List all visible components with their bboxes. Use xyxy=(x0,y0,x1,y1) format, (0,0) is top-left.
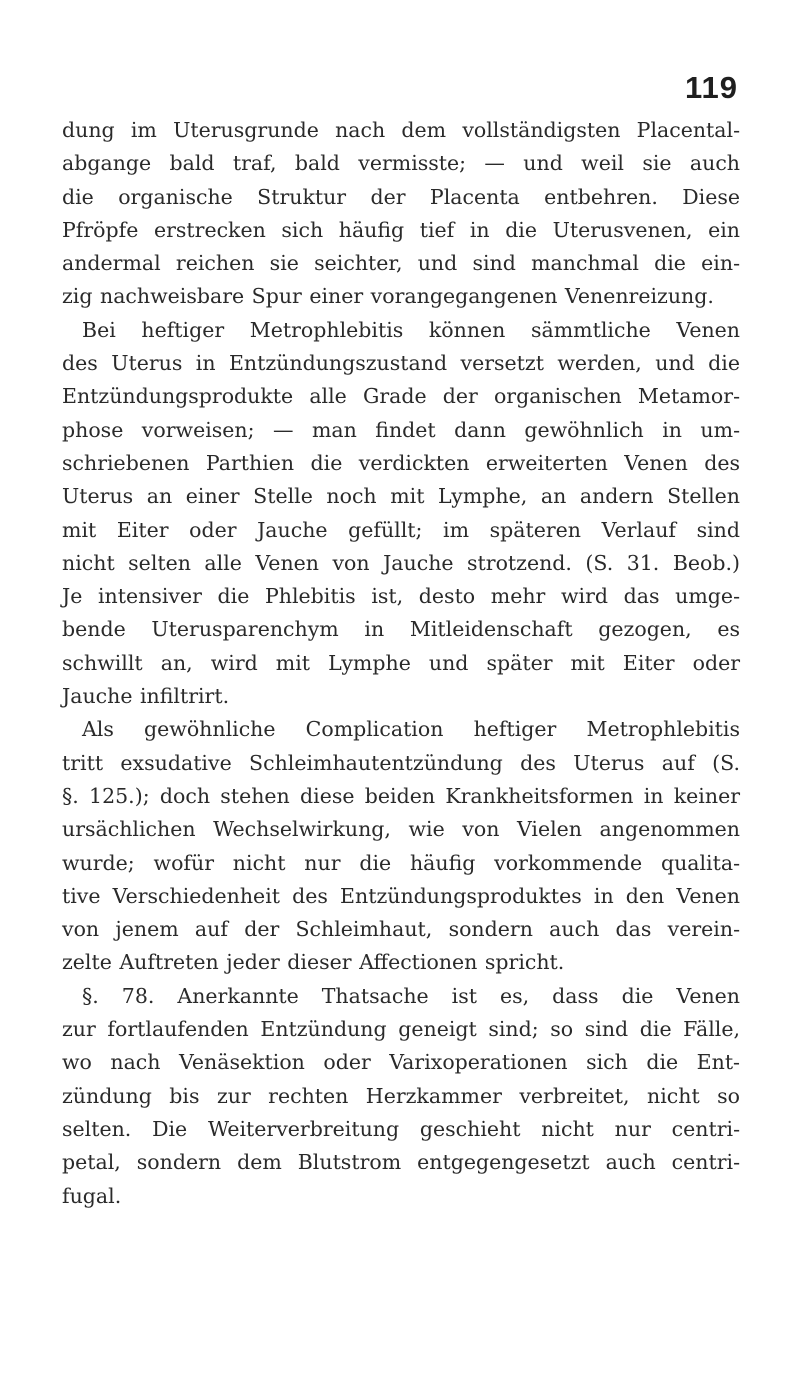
text-line: zündung bis zur rechten Herzkammer verbreitet, nicht so xyxy=(62,1083,740,1108)
paragraph-1 xyxy=(62,114,740,314)
text-line: petal, sondern dem Blutstrom entgegengesetzt auch centri- xyxy=(62,1150,740,1175)
text-line: Uterus an einer Stelle noch mit Lymphe, an andern Stellen xyxy=(62,484,740,509)
page-number: 119 xyxy=(684,70,738,105)
text-line: Pfröpfe erstrecken sich häufig tief in die Uterusvenen, ein xyxy=(62,217,740,242)
text-line: wurde; wofür nicht nur die häufig vorkommende qualita- xyxy=(62,850,740,875)
body-text xyxy=(62,114,740,1213)
paragraph-3 xyxy=(62,713,740,979)
text-line: wo nach Venäsektion oder Varixoperationen sich die Ent- xyxy=(62,1050,740,1075)
text-line: Jauche infiltrirt. xyxy=(62,684,230,709)
text-line: zelte Auftreten jeder dieser Affectionen spricht. xyxy=(62,950,565,975)
text-line: schriebenen Parthien die verdickten erweiterten Venen des xyxy=(62,450,740,475)
text-line: tive Verschiedenheit des Entzündungsproduktes in den Venen xyxy=(62,883,740,908)
text-line: nicht selten alle Venen von Jauche strotzend. (S. 31. Beob.) xyxy=(62,550,740,575)
paragraph-2 xyxy=(62,314,740,714)
text-line: die organische Struktur der Placenta entbehren. Diese xyxy=(62,184,740,209)
text-line: Als gewöhnliche Complication heftiger Metrophlebitis xyxy=(82,717,740,742)
text-line: fugal. xyxy=(62,1183,122,1208)
text-line: §. 78. Anerkannte Thatsache ist es, dass die Venen xyxy=(82,983,740,1008)
text-line: ursächlichen Wechselwirkung, wie von Vielen angenommen xyxy=(62,817,740,842)
text-line: schwillt an, wird mit Lymphe und später mit Eiter oder xyxy=(62,650,740,675)
text-line: §. 125.); doch stehen diese beiden Krankheitsformen in keiner xyxy=(62,783,740,808)
text-line: selten. Die Weiterverbreitung geschieht nicht nur centri- xyxy=(62,1116,740,1141)
text-line: Bei heftiger Metrophlebitis können sämmtliche Venen xyxy=(82,317,740,342)
text-line: des Uterus in Entzündungszustand versetzt werden, und die xyxy=(62,351,740,376)
text-line: andermal reichen sie seichter, und sind manchmal die ein- xyxy=(62,251,740,276)
text-line: bende Uterusparenchym in Mitleidenschaft gezogen, es xyxy=(62,617,740,642)
text-line: mit Eiter oder Jauche gefüllt; im späteren Verlauf sind xyxy=(62,517,740,542)
text-line: zur fortlaufenden Entzündung geneigt sind; so sind die Fälle, xyxy=(62,1017,740,1042)
text-line: abgange bald traf, bald vermisste; — und weil sie auch xyxy=(62,151,740,176)
paragraph-4 xyxy=(62,980,740,1213)
text-line: tritt exsudative Schleimhautentzündung des Uterus auf (S. xyxy=(62,750,740,775)
text-line: Entzündungsprodukte alle Grade der organischen Metamor- xyxy=(62,384,740,409)
text-line: Je intensiver die Phlebitis ist, desto mehr wird das umge- xyxy=(62,584,740,609)
text-line: zig nachweisbare Spur einer vorangegangenen Venenreizung. xyxy=(62,284,714,309)
text-line: phose vorweisen; — man findet dann gewöhnlich in um- xyxy=(62,417,740,442)
text-line: von jenem auf der Schleimhaut, sondern auch das verein- xyxy=(62,917,740,942)
text-line: dung im Uterusgrunde nach dem vollständigsten Placental- xyxy=(62,118,740,142)
